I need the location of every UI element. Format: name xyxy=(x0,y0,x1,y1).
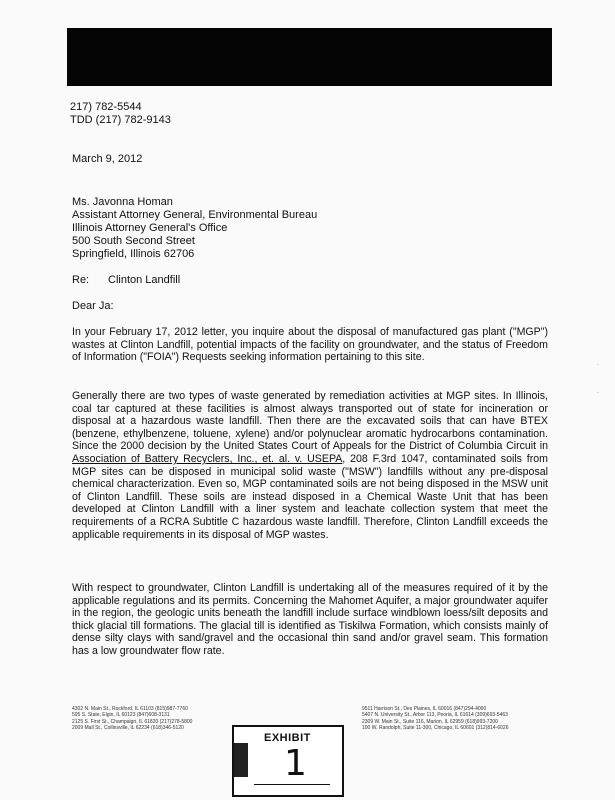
recipient-title: Assistant Attorney General, Environmental Bureau xyxy=(72,209,318,221)
letterhead-tdd: TDD (217) 782-9143 xyxy=(70,114,171,126)
recipient-name: Ms. Javonna Homan xyxy=(72,196,173,208)
paragraph-1 xyxy=(72,326,548,364)
paragraph-1-text: In your February 17, 2012 letter, you inquire about the disposal of manufactured gas plant ("MGP") wastes at Clinton Landfill, potential impacts of the facility on groundwater, and the status of Freedom of Information ("FOIA") Requests seeking information pertaining to this site. xyxy=(72,326,548,364)
paragraph-2 xyxy=(72,390,548,541)
footer-right-line: 100 W. Randolph, Suite 11-300, Chicago, IL 60601 (312)814-6026 xyxy=(362,724,509,731)
margin-mark: · xyxy=(597,390,599,396)
re-label: Re: xyxy=(72,274,90,286)
recipient-city: Springfield, Illinois 62706 xyxy=(72,248,195,260)
letterhead-phone: 217) 782-5544 xyxy=(70,101,142,113)
footer-left-line: 2125 S. First St., Champaign, IL 61820 (217)278-5800 xyxy=(72,718,193,725)
paragraph-2-text-b: , 208 F.3rd 1047, contaminated soils from MGP sites can be disposed in municipal solid waste ("MSW") landfills without any pre-disposal chemical characterization. Even so, MGP contaminated soils are not being disposed in the MSW unit of Clinton Landfill. These soils are instead disposed in a Chemical Waste Unit that has been developed at Clinton Landfill with a liner system and leachate collection system that meet the requirements of a RCRA Subtitle C hazardous waste landfill. Therefore, Clinton Landfill exceeds the applicable requirements in its disposal of MGP wastes. xyxy=(72,452,548,541)
footer-addresses-left xyxy=(72,706,192,731)
footer-left-line: 595 S. State, Elgin, IL 60123 (847)608-3131 xyxy=(72,712,170,719)
redacted-letterhead xyxy=(67,28,552,86)
footer-right-line: 5407 N. University St., Arbor 113, Peoria, IL 61614 (309)693-5463 xyxy=(362,712,508,719)
exhibit-underline xyxy=(254,784,330,785)
footer-left-line: 2009 Mall St., Collinsville, IL 62234 (618)346-5120 xyxy=(72,724,184,731)
exhibit-sticker xyxy=(232,725,344,797)
recipient-office: Illinois Attorney General's Office xyxy=(72,222,228,234)
paragraph-2-text-a: Generally there are two types of waste generated by remediation activities at MGP sites. In Illinois, coal tar captured at these facilities is almost always transported out of state for incineration or disposal at a hazardous waste landfill. Then there are the excavated soils that can have BTEX (benzene, ethylbenzene, toluene, xylene) and/or polynuclear aromatic hydrocarbons contamination. Since the 2000 decision by the United States Court of Appeals for the District of Columbia Circuit in xyxy=(72,390,548,453)
letter-date: March 9, 2012 xyxy=(72,153,143,165)
footer-right-line: 2309 W. Main St., Suite 116, Marion, IL 62959 (618)993-7200 xyxy=(362,718,498,725)
footer-left-line: 4302 N. Main St., Rockford, IL 61103 (815)987-7760 xyxy=(72,706,188,712)
margin-mark: · xyxy=(597,362,599,368)
footer-right-line: 9511 Harrison St., Des Plaines, IL 60016 (847)294-4000 xyxy=(362,706,487,712)
case-citation: Association of Battery Recyclers, Inc., et. al. v. USEPA xyxy=(72,452,343,465)
exhibit-label: EXHIBIT xyxy=(264,732,311,744)
exhibit-side-tab xyxy=(234,743,248,777)
re-subject: Clinton Landfill xyxy=(108,274,181,286)
paragraph-3 xyxy=(72,582,548,658)
exhibit-number: 1 xyxy=(284,743,307,784)
recipient-street: 500 South Second Street xyxy=(72,235,195,247)
footer-addresses-right xyxy=(362,706,509,731)
salutation: Dear Ja: xyxy=(72,300,114,312)
paragraph-3-text: With respect to groundwater, Clinton Landfill is undertaking all of the measures required of it by the applicable regulations and its permits. Concerning the Mahomet Aquifer, a major groundwater aquifer in the region, the geologic units beneath the landfill include surface windblown loess/silt deposits and thick glacial till formations. The glacial till is identified as Tiskilwa Formation, which consists mainly of dense silty clays with sand/gravel and the occasional thin sand and/or gravel seam. This formation has a low groundwater flow rate. xyxy=(72,582,548,657)
